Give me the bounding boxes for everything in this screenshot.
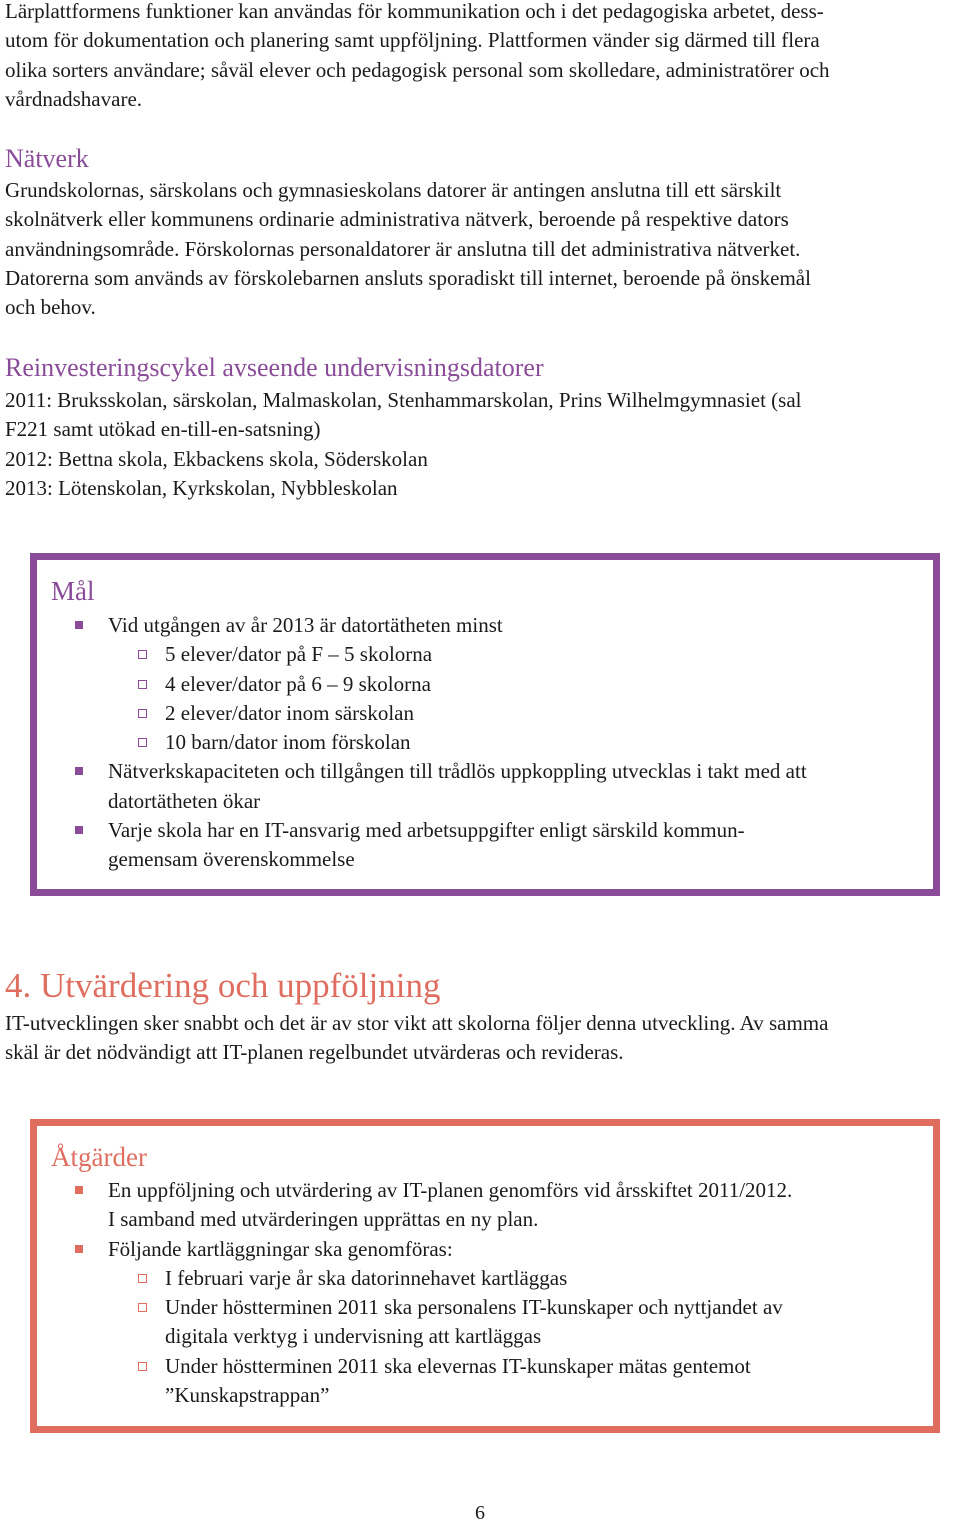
list-subitem xyxy=(37,1352,927,1411)
atgarder-box xyxy=(30,1119,940,1433)
list-item-text: Varje skola har en IT-ansvarig med arbetsuppgifter enligt särskild kommun- xyxy=(108,818,745,843)
list-subitem-text: ”Kunskapstrappan” xyxy=(165,1383,330,1408)
page-number: 6 xyxy=(475,1502,485,1524)
mal-box xyxy=(30,553,940,896)
natverk-line: skolnätverk eller kommunens ordinarie administrativa nätverk, beroende på respektive dators xyxy=(5,207,789,232)
natverk-line: och behov. xyxy=(5,295,96,320)
reinvest-heading: Reinvesteringscykel avseende undervisningsdatorer xyxy=(5,353,544,382)
square-bullet-icon xyxy=(75,767,83,775)
mal-title: Mål xyxy=(51,576,95,606)
square-bullet-icon xyxy=(75,621,83,629)
list-item-text: Vid utgången av år 2013 är datortätheten minst xyxy=(108,613,503,637)
list-subitem xyxy=(37,1293,927,1352)
intro-line: vårdnadshavare. xyxy=(5,86,143,111)
section4-heading: 4. Utvärdering och uppföljning xyxy=(5,966,441,1005)
list-subitem-text: 2 elever/dator inom särskolan xyxy=(165,700,415,725)
mal-list xyxy=(37,611,927,875)
reinvest-line: 2013: Lötenskolan, Kyrkskolan, Nybbleskolan xyxy=(5,475,398,500)
square-bullet-icon xyxy=(75,826,83,834)
section4-line: IT-utvecklingen sker snabbt och det är av stor vikt att skolorna följer denna utveckling. Av samma xyxy=(5,1011,829,1035)
list-subitem xyxy=(37,670,927,699)
list-item-text: I samband med utvärderingen upprättas en ny plan. xyxy=(108,1207,539,1232)
natverk-line: Datorerna som används av förskolebarnen ansluts sporadiskt till internet, beroende på önskemål xyxy=(5,265,811,290)
open-square-bullet-icon xyxy=(138,650,147,659)
list-subitem-text: 10 barn/dator inom förskolan xyxy=(165,730,411,755)
square-bullet-icon xyxy=(75,1186,83,1194)
list-item-text: En uppföljning och utvärdering av IT-planen genomförs vid årsskiftet 2011/2012. xyxy=(108,1178,793,1202)
list-subitem xyxy=(37,640,927,669)
atgarder-list xyxy=(37,1176,927,1410)
open-square-bullet-icon xyxy=(138,1303,147,1312)
square-bullet-icon xyxy=(75,1245,83,1253)
list-subitem xyxy=(37,699,927,728)
open-square-bullet-icon xyxy=(138,680,147,689)
open-square-bullet-icon xyxy=(138,1274,147,1283)
list-item xyxy=(37,611,927,640)
intro-line: utom för dokumentation och planering samt uppföljning. Plattformen vänder sig därmed till flera xyxy=(5,28,820,53)
list-item xyxy=(37,1235,927,1264)
open-square-bullet-icon xyxy=(138,738,147,747)
reinvest-line: 2012: Bettna skola, Ekbackens skola, Söderskolan xyxy=(5,446,428,471)
natverk-paragraph xyxy=(5,176,955,322)
list-item xyxy=(37,816,927,875)
list-subitem-text: 4 elever/dator på 6 – 9 skolorna xyxy=(165,671,431,696)
natverk-line: användningsområde. Förskolornas personaldatorer är anslutna till det administrativa nätverket. xyxy=(5,236,801,261)
open-square-bullet-icon xyxy=(138,1362,147,1371)
natverk-line: Grundskolornas, särskolans och gymnasieskolans datorer är antingen anslutna till ett särskilt xyxy=(5,178,782,202)
list-subitem xyxy=(37,728,927,757)
list-item-text: Nätverkskapaciteten och tillgången till trådlös uppkoppling utvecklas i takt med att xyxy=(108,759,807,784)
reinvest-paragraph xyxy=(5,386,955,503)
list-subitem-text: Under höstterminen 2011 ska elevernas IT-kunskaper mätas gentemot xyxy=(165,1353,751,1378)
open-square-bullet-icon xyxy=(138,709,147,718)
reinvest-line: 2011: Bruksskolan, särskolan, Malmaskolan, Stenhammarskolan, Prins Wilhelmgymnasiet (sal xyxy=(5,388,802,412)
section4-paragraph xyxy=(5,1009,955,1068)
list-subitem-text: I februari varje år ska datorinnehavet kartläggas xyxy=(165,1265,568,1290)
list-item-text: datortätheten ökar xyxy=(108,788,261,813)
list-item xyxy=(37,1176,927,1235)
atgarder-title: Åtgärder xyxy=(51,1142,147,1172)
intro-line: olika sorters användare; såväl elever och pedagogisk personal som skolledare, administratörer och xyxy=(5,57,830,82)
list-subitem xyxy=(37,1264,927,1293)
section4-line: skäl är det nödvändigt att IT-planen regelbundet utvärderas och revideras. xyxy=(5,1040,624,1065)
list-subitem-text: Under höstterminen 2011 ska personalens IT-kunskaper och nyttjandet av xyxy=(165,1295,783,1320)
list-subitem-text: digitala verktyg i undervisning att kartläggas xyxy=(165,1324,542,1349)
list-item-text: Följande kartläggningar ska genomföras: xyxy=(108,1236,453,1261)
natverk-heading: Nätverk xyxy=(5,144,89,173)
intro-line: Lärplattformens funktioner kan användas för kommunikation och i det pedagogiska arbetet, dess- xyxy=(5,0,824,23)
list-item-text: gemensam överenskommelse xyxy=(108,847,355,872)
reinvest-line: F221 samt utökad en-till-en-satsning) xyxy=(5,417,321,442)
list-item xyxy=(37,757,927,816)
list-subitem-text: 5 elever/dator på F – 5 skolorna xyxy=(165,642,433,667)
intro-paragraph xyxy=(5,0,955,114)
